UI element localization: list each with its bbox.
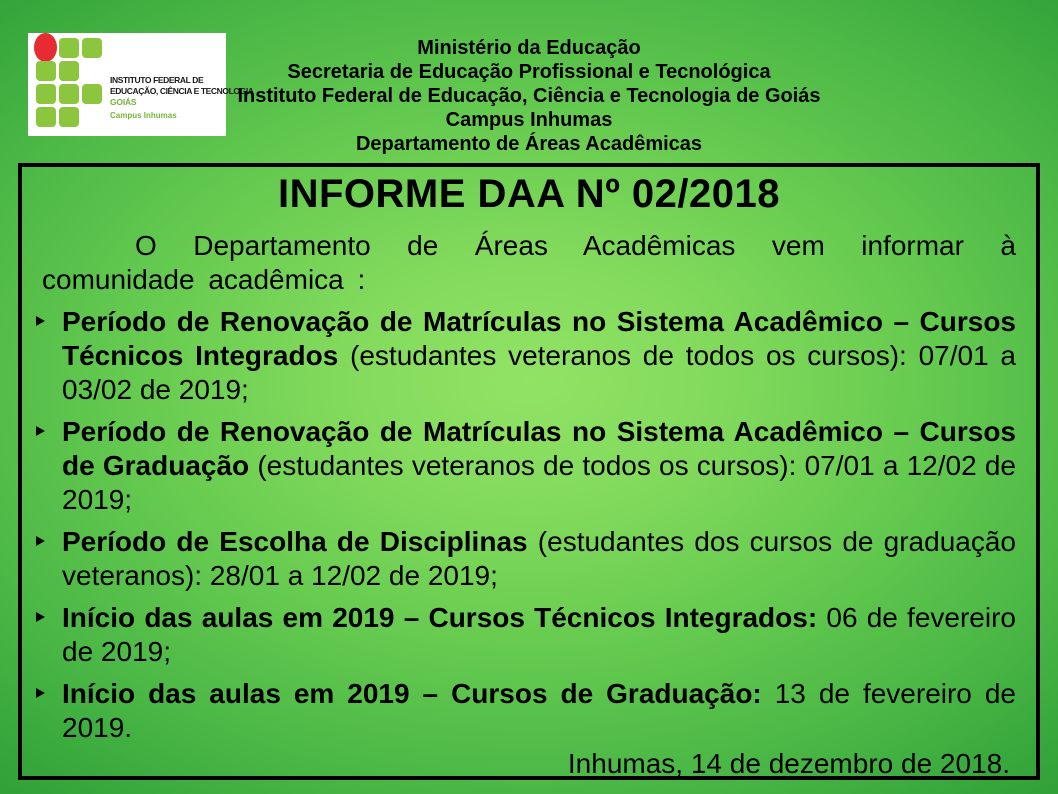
- bullet-arrow-icon: [36, 316, 45, 326]
- notice-item-bold: Início das aulas em 2019 – Cursos Técnicos Integrados:: [62, 602, 818, 633]
- notice-item: [42, 525, 1016, 593]
- logo-campus: Campus Inhumas: [110, 111, 177, 120]
- notice-item-regular: (estudantes veteranos de todos os cursos): 07/01 a 03/02 de 2019;: [62, 340, 1016, 405]
- notice-item-bold: Período de Renovação de Matrículas no Sistema Acadêmico – Cursos de Graduação: [62, 416, 1016, 481]
- logo-institution-line1: INSTITUTO FEDERAL DE: [110, 75, 204, 85]
- letterhead-line-secretariat: Secretaria de Educação Profissional e Tecnológica: [287, 61, 771, 83]
- notice-item-list: [42, 305, 1016, 745]
- notice-item-regular: (estudantes veteranos de todos os cursos): 07/01 a 12/02 de 2019;: [62, 450, 1017, 515]
- bullet-arrow-icon: [36, 536, 45, 546]
- logo-state: GOIÁS: [110, 97, 137, 107]
- notice-item: [42, 601, 1016, 669]
- notice-item-regular: (estudantes dos cursos de graduação veteranos): 28/01 a 12/02 de 2019;: [62, 526, 1016, 591]
- letterhead-lines: [0, 36, 1058, 156]
- letterhead-line-campus: Campus Inhumas: [445, 109, 613, 131]
- notice-item: [42, 415, 1016, 517]
- logo-institution-line2: EDUCAÇÃO, CIÊNCIA E TECNOLOGIA: [110, 86, 254, 96]
- bullet-arrow-icon: [36, 426, 45, 436]
- letterhead-line-ministry: Ministério da Educação: [417, 37, 641, 59]
- notice-title: INFORME DAA Nº 02/2018: [277, 172, 781, 216]
- letterhead-line-department: Departamento de Áreas Acadêmicas: [355, 133, 703, 155]
- notice-date: Inhumas, 14 de dezembro de 2018.: [567, 748, 1010, 779]
- letterhead-line-institute: Instituto Federal de Educação, Ciência e Tecnologia de Goiás: [237, 85, 821, 107]
- notice-item-bold: Início das aulas em 2019 – Cursos de Graduação:: [62, 678, 762, 709]
- notice-item: [42, 677, 1016, 745]
- notice-item-regular: 06 de fevereiro de 2019;: [62, 602, 1016, 667]
- notice-item-regular: 13 de fevereiro de 2019.: [62, 678, 1016, 743]
- bullet-arrow-icon: [36, 688, 45, 698]
- notice-item: [42, 305, 1016, 407]
- notice-item-bold: Período de Escolha de Disciplinas: [62, 526, 528, 557]
- notice-intro: O Departamento de Áreas Acadêmicas vem informar à comunidade acadêmica :: [42, 230, 1016, 295]
- notice-item-bold: Período de Renovação de Matrículas no Sistema Acadêmico – Cursos Técnicos Integrados: [62, 306, 1016, 371]
- bullet-arrow-icon: [36, 612, 45, 622]
- letterhead: [0, 0, 1058, 163]
- notice-box: [18, 163, 1040, 780]
